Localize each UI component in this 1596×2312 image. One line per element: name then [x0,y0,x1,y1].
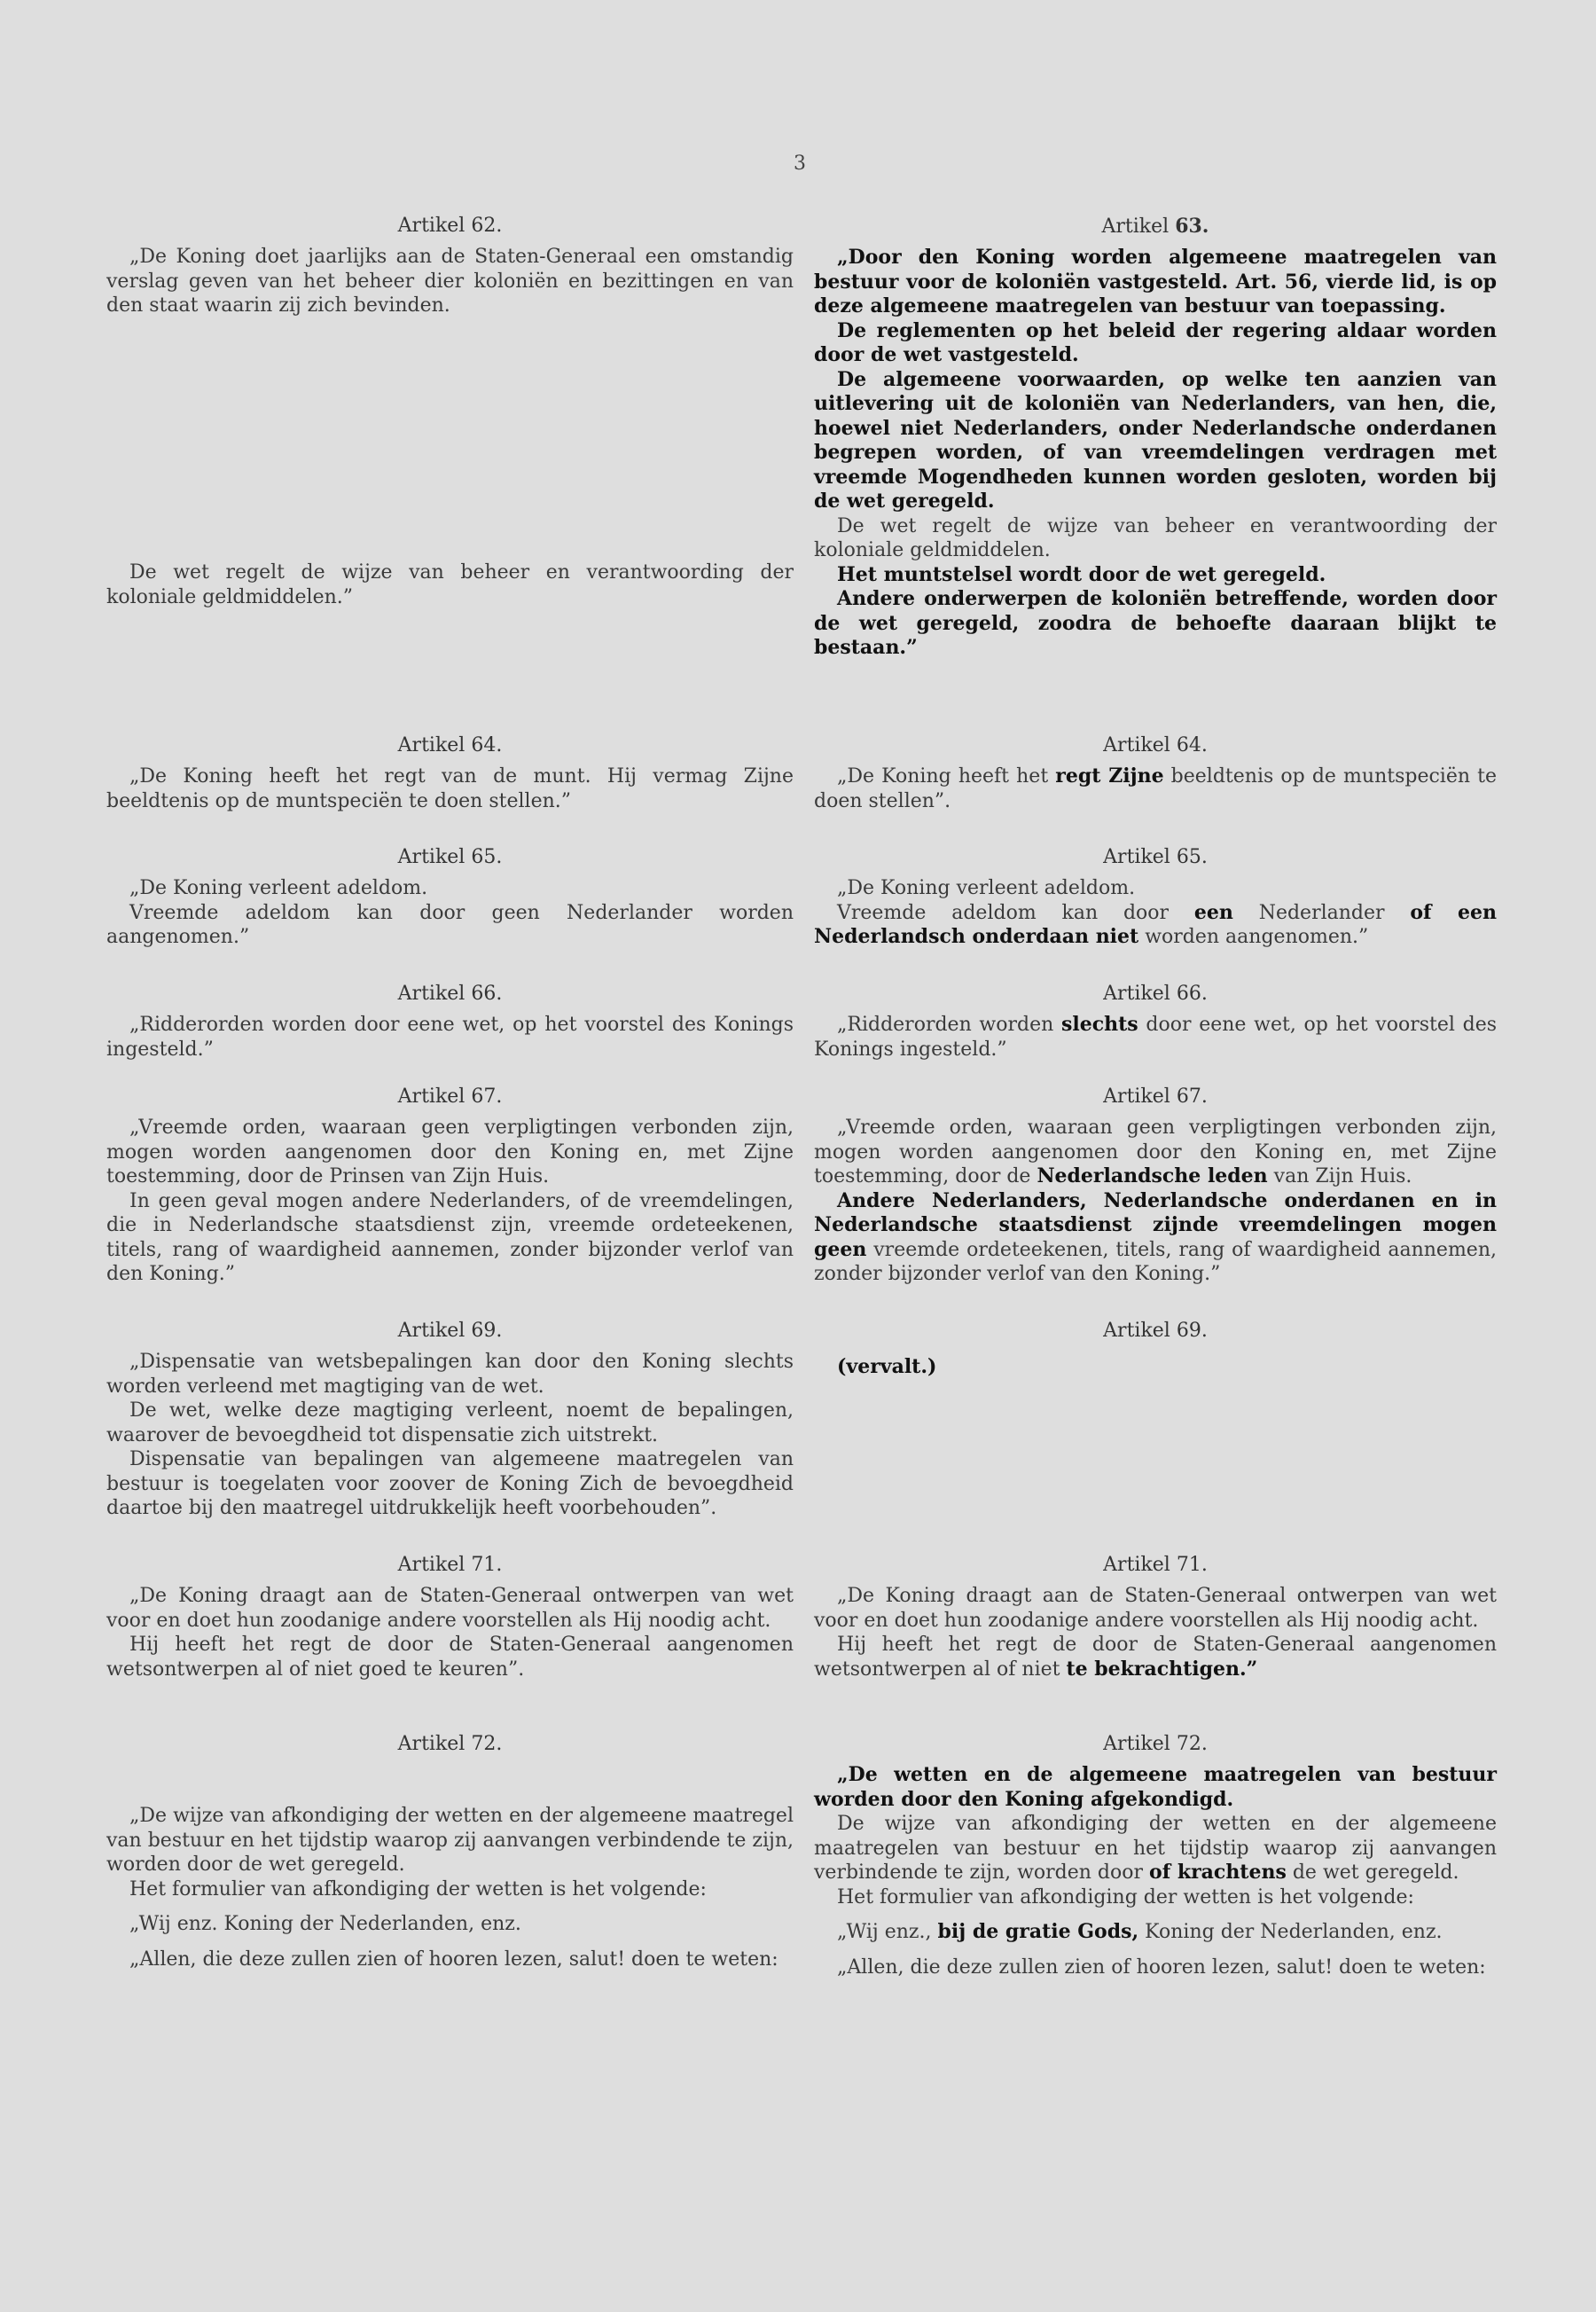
article-heading: Artikel 72. [1103,1733,1208,1755]
article-heading: Artikel 62. [397,215,503,237]
paragraph: „Allen, die deze zullen zien of hooren lezen, salut! doen te weten: [837,1955,1486,1979]
bold-text: of krachtens [1149,1861,1287,1884]
paragraph [814,901,1497,950]
text-span: Vreemde adeldom kan door [837,901,1194,924]
article-72-old [106,1804,794,1971]
article-69-old [106,1318,794,1521]
article-66-old [106,981,794,1062]
article-heading: Artikel 65. [397,846,503,868]
article-65-new [814,844,1497,950]
paragraph: „Door den Koning worden algemeene maatregelen van bestuur voor de koloniën vastgesteld. Art. 56, vierde lid, is op deze algemeene maatregelen van bestuur van toepassing. [814,246,1497,317]
heading-label: Artikel [1101,216,1176,238]
article-heading: Artikel 66. [397,983,503,1005]
paragraph [814,1013,1497,1062]
paragraph: „Wij enz. Koning der Nederlanden, enz. [129,1913,521,1935]
text-span: „De Koning heeft het [837,765,1056,788]
text-span: Hij heeft het regt de door de Staten-Generaal aangenomen wetsontwerpen al of niet [814,1634,1497,1681]
article-heading: Artikel 71. [1103,1554,1208,1576]
paragraph [814,1812,1497,1885]
article-69-new [814,1318,1497,1378]
article-heading: Artikel 64. [1103,734,1208,756]
paragraph [814,764,1497,813]
paragraph: Het formulier van afkondiging der wetten is het volgende: [129,1877,707,1901]
paragraph: „Allen, die deze zullen zien of hooren lezen, salut! doen te weten: [129,1948,778,1971]
text-span: door eene wet, op het voorstel des Konings ingesteld.” [814,1014,1497,1061]
paragraph: „De wetten en de algemeene maatregelen van bestuur worden door den Koning afgekondigd. [814,1763,1497,1811]
paragraph: „De Koning verleent adeldom. [129,877,428,899]
heading-number: 63. [1175,215,1209,238]
article-72-new [814,1731,1497,1979]
article-64-new [814,733,1497,813]
article-heading: Artikel 64. [397,734,503,756]
text-span: worden aangenomen.” [1138,926,1369,948]
paragraph: „Vreemde orden, waaraan geen verpligtingen verbonden zijn, mogen worden aangenomen door den Koning en, met Zijne toestemming, door de Prinsen van Zijn Huis. [106,1117,794,1187]
text-span: vreemde ordeteekenen, titels, rang of waardigheid aannemen, zonder bijzonder verlof van den Koning.” [814,1238,1497,1285]
paragraph: „De wijze van afkondiging der wetten en der algemeene maatregel van bestuur en het tijdstip waarop zij aanvangen verbindende te zijn, worden door de wet geregeld. [106,1805,794,1876]
article-heading: Artikel 65. [1103,846,1208,868]
bold-text: een [1193,900,1233,924]
article-heading: Artikel 72. [397,1733,503,1755]
text-span: Koning der Nederlanden, enz. [1138,1921,1443,1943]
bold-text: Andere Nederlanders, Nederlandsche onderdanen en in Nederlandsche staatsdienst zijnde vreemdelingen mogen geen [814,1188,1497,1261]
bold-text: Nederlandsche leden [1037,1164,1268,1187]
bold-text: slechts [1061,1013,1138,1036]
bold-text: of een Nederlandsch onderdaan niet [814,900,1497,948]
article-65-old [106,844,794,950]
article-62-old-end [106,560,794,609]
text-span: Nederlander [1232,901,1411,924]
bold-text: bij de gratie Gods, [937,1920,1139,1943]
article-66-new [814,981,1497,1062]
paragraph: „Dispensatie van wetsbepalingen kan door den Koning slechts worden verleend met magtiging van de wet. [106,1351,794,1398]
text-span: van Zijn Huis. [1267,1165,1412,1187]
text-span: De wijze van afkondiging der wetten en der algemeene maatregelen van bestuur en het tijdstip waarop zij aanvangen verbindende te zijn, worden door [814,1813,1497,1884]
article-heading [814,213,1497,240]
paragraph: De wet regelt de wijze van beheer en verantwoording der koloniale geldmiddelen.” [106,561,794,608]
paragraph: Vreemde adeldom kan door geen Nederlander worden aangenomen.” [106,901,794,948]
article-64-old [106,733,794,813]
paragraph: Hij heeft het regt de door de Staten-Generaal aangenomen wetsontwerpen al of niet goed te keuren”. [106,1634,794,1681]
page-number: 3 [794,153,806,175]
paragraph [814,1920,1497,1945]
text-span: beeldtenis op de muntspeciën te doen stellen”. [814,765,1497,812]
paragraph: In geen geval mogen andere Nederlanders, of de vreemdelingen, die in Nederlandsche staatsdienst zijn, vreemde ordeteekenen, titels, rang of waardigheid aannemen, zonder bijzonder verlof van den Koning.” [106,1189,794,1285]
paragraph: Dispensatie van bepalingen van algemeene maatregelen van bestuur is toegelaten voor zoover de Koning Zich de bevoegdheid daartoe bij den maatregel uitdrukkelijk heeft voorbehouden”. [106,1448,794,1519]
paragraph: „De Koning doet jaarlijks aan de Staten-Generaal een omstandig verslag geven van het beheer dier koloniën en bezittingen en van den staat waarin zij zich bevinden. [106,246,794,317]
article-heading: Artikel 71. [397,1554,503,1576]
text-span: „Ridderorden worden [837,1014,1062,1036]
article-heading: Artikel 67. [397,1085,503,1108]
paragraph: De algemeene voorwaarden, op welke ten aanzien van uitlevering uit de koloniën van Nederlanders, van hen, die, hoewel niet Nederlanders, onder Nederlandsche onderdanen begrepen worden, of van vreemdelingen verdragen met vreemde Mogendheden kunnen worden gesloten, worden bij de wet geregeld. [814,367,1497,513]
paragraph: De wet regelt de wijze van beheer en verantwoording der koloniale geldmiddelen. [814,514,1497,561]
text-span: de wet geregeld. [1286,1861,1459,1884]
paragraph: De reglementen op het beleid der regering aldaar worden door de wet vastgesteld. [814,318,1497,366]
bold-text: te bekrachtigen.” [1066,1657,1258,1681]
article-67-new [814,1084,1497,1287]
article-heading: Artikel 69. [1103,1320,1208,1342]
article-63-new [814,213,1497,661]
paragraph: „De Koning draagt aan de Staten-Generaal ontwerpen van wet voor en doet hun zoodanige andere voorstellen als Hij noodig acht. [814,1585,1497,1632]
article-62-old [106,213,794,318]
paragraph: Het formulier van afkondiging der wetten is het volgende: [837,1885,1414,1908]
paragraph: De wet, welke deze magtiging verleent, noemt de bepalingen, waarover de bevoegdheid tot dispensatie zich uitstrekt. [106,1399,794,1446]
article-heading: Artikel 69. [397,1320,503,1342]
paragraph: Andere onderwerpen de koloniën betreffende, worden door de wet geregeld, zoodra de behoefte daaraan blijkt te bestaan.” [814,587,1497,659]
paragraph [814,1633,1497,1681]
paragraph: „Ridderorden worden door eene wet, op het voorstel des Konings ingesteld.” [106,1014,794,1061]
paragraph: „De Koning verleent adeldom. [837,877,1136,899]
paragraph: „De Koning draagt aan de Staten-Generaal ontwerpen van wet voor en doet hun zoodanige andere voorstellen als Hij noodig acht. [106,1585,794,1632]
paragraph: Het muntstelsel wordt door de wet geregeld. [837,562,1326,586]
article-heading: Artikel 67. [1103,1085,1208,1108]
paragraph [814,1189,1497,1287]
article-67-old [106,1084,794,1287]
text-span: „Wij enz., [837,1921,938,1943]
bold-text: regt Zijne [1055,764,1164,788]
article-72-old-heading [106,1731,794,1763]
paragraph [814,1116,1497,1189]
article-71-new [814,1552,1497,1681]
text-span: „Vreemde orden, waaraan geen verpligtingen verbonden zijn, mogen worden aangenomen door den Koning en, met Zijne toestemming, door de [814,1117,1497,1187]
repealed-note: (vervalt.) [837,1355,937,1378]
article-71-old [106,1552,794,1681]
article-heading: Artikel 66. [1103,983,1208,1005]
paragraph: „De Koning heeft het regt van de munt. Hij vermag Zijne beeldtenis op de muntspeciën te doen stellen.” [106,765,794,812]
